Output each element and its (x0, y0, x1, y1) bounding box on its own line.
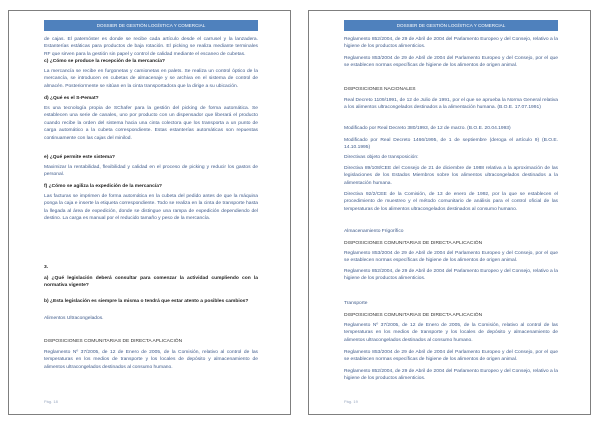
paragraph: Reglamento 852/2004, de 29 de Abril de 2004 del Parlamento Europeo y del Consejo, relativo a la higiene de los productos alimenticios. (344, 269, 558, 282)
section-heading: DISPOSICIONES NACIONALES (344, 87, 416, 92)
paragraph: Las facturas se imprimen de forma automática en la cubeta del pedido antes de que la máquina ponga la caja e inserte la etiqueta correspondiente. Todo se realiza en la cinta de transporte hasta la llegada al área de expedición, donde se distingue una rampa de expedición dependiendo del destino. La carga es manual por el reducido tamaño y peso de la mercancía. (44, 194, 258, 222)
paragraph: Modificado por Real Decreto 1466/1995, de 1 de septiembre (deroga el artículo 9) (B.O.E. 14.10.1995) (344, 138, 558, 151)
section-heading: DISPOSICIONES COMUNITARIAS DE DIRECTA APLICACIÓN (344, 241, 483, 246)
paragraph: Directiva 89/108/CEE del Consejo de 21 de diciembre de 1988 relativa a la aproximación de las legislaciones de los Estados Miembros sobre los alimentos ultracongelados destinados a la alimentación humana. (344, 166, 558, 186)
question-heading: e) ¿Qué permite este sistema? (44, 155, 115, 160)
paragraph: Directivas objeto de transposición: (344, 155, 419, 160)
question-heading: c) ¿Cómo se produce la recepción de la mercancía? (44, 59, 165, 64)
page-header-bar: DOSSIER DE GESTIÓN LOGÍSTICA Y COMERCIAL (344, 20, 558, 31)
paragraph: Reglamento Nº 37/2005, de 12 de Enero de 2005, de la Comisión, relativo al control de las temperaturas en los medios de transporte y los locales de depósito y almacenamiento de alimentos ultracongelados destinados al consumo humano. (44, 350, 258, 370)
page-number: Pág. 19 (344, 399, 358, 404)
paragraph: Reglamento 852/2004, de 29 de Abril de 2004 del Parlamento Europeo y del Consejo, relativo a la higiene de los productos alimenticios. (344, 369, 558, 382)
question-heading: a) ¿Qué legislación deberá consultar para comenzar la actividad cumpliendo con la normativa vigente? (44, 276, 258, 289)
paragraph: Reglamento 852/2004, de 29 de Abril de 2004 del Parlamento Europeo y del Consejo, relativo a la higiene de los productos alimenticios. (344, 37, 558, 50)
paragraph: La mercancía se recibe en furgonetas y camionetas en palets. Se realiza un control óptico de la mercancía, se introducen en cubetas de almacenaje y se archiva en el sistema de control de almacén. Posteriormente se sitúan en la cinta transportadora que la dirige a su ubicación. (44, 69, 258, 89)
paragraph: Es una tecnología propia de SChafer para la gestión del picking de forma automática. Se establecen una serie de canales, uno por producto con un dispensador que liberará el producto cuando recibe la orden del sistema hacia una cinta colectora que los transporta a un punto de carga automático a la cubeta correspondiente. Estas estanterías automáticas son repuestas continuamente con las cajas del minilod. (44, 106, 258, 141)
page-number: Pág. 18 (44, 399, 58, 404)
paragraph: Reglamento 853/2004 de 29 de Abril de 2004 del Parlamento Europeo y del Consejo, por el que se establecen normas específicas de higiene de los alimentos de origen animal. (344, 350, 558, 363)
section-heading: DISPOSICIONES COMUNITARIAS DE DIRECTA APLICACIÓN (44, 339, 183, 344)
paragraph: Maximizar la rentabilidad, flexibilidad y calidad en el proceso de picking y reducir los gastos de personal. (44, 165, 258, 178)
paragraph: Real Decreto 1109/1991, de 12 de Julio de 1991, por el que se aprueba la Norma General relativa a los alimentos ultracongelados destinados a la alimentación humana. (B.O.E. 17.07.1991) (344, 98, 558, 111)
question-heading: f) ¿Cómo se agiliza la expedición de la mercancía? (44, 184, 162, 189)
subsection-label: Almacenamiento Frigorífico (344, 229, 404, 234)
paragraph: Reglamento 853/2004 de 29 de Abril de 2004 del Parlamento Europeo y del Consejo, por el que se establecen normas específicas de higiene de los alimentos de origen animal. (344, 56, 558, 69)
section-heading: DISPOSICIONES COMUNITARIAS DE DIRECTA APLICACIÓN (344, 313, 483, 318)
paragraph: Reglamento 853/2004 de 29 de Abril de 2004 del Parlamento Europeo y del Consejo, por el que se establecen normas específicas de higiene de los alimentos de origen animal. (344, 251, 558, 264)
question-heading: b) ¿Esta legislación es siempre la misma o tendrá que estar atento a posibles cambios? (44, 299, 249, 304)
section-number: 3. (44, 265, 49, 270)
page-header-bar: DOSSIER DE GESTIÓN LOGÍSTICA Y COMERCIAL (44, 20, 258, 31)
paragraph: Modificado por Real Decreto 380/1993, de 12 de marzo. (B.O.E. 20.04.1993) (344, 126, 511, 131)
document-page-left (8, 10, 291, 415)
document-page-right (308, 10, 591, 415)
paragraph: Reglamento Nº 37/2005, de 12 de Enero de 2005, de la Comisión, relativo al control de las temperaturas en los medios de transporte y los locales de depósito y almacenamiento de alimentos ultracongelados destinados al consumo humano. (344, 323, 558, 343)
subsection-label: Transporte (344, 301, 368, 306)
paragraph: Alimentos Ultracongelados. (44, 316, 104, 321)
paragraph: de cajas. El paternóster es donde se recibe cada artículo desde el carrusel y la lanzadera. Estanterías estáticas para productos de baja rotación. El picking se realiza mediante terminales RF que sirven para la gestión sin papel y control de calidad mediante el escaneo de cubetas. (44, 37, 258, 57)
paragraph: Directiva 92/2/CEE de la Comisión, de 13 de enero de 1992, por la que se establecen el procedimiento de muestreo y el método comunitario de análisis para el control oficial de las temperaturas de los alimentos ultracongelados destinados al consumo humano. (344, 192, 558, 212)
question-heading: d) ¿Qué es el S-Pemat? (44, 96, 99, 101)
